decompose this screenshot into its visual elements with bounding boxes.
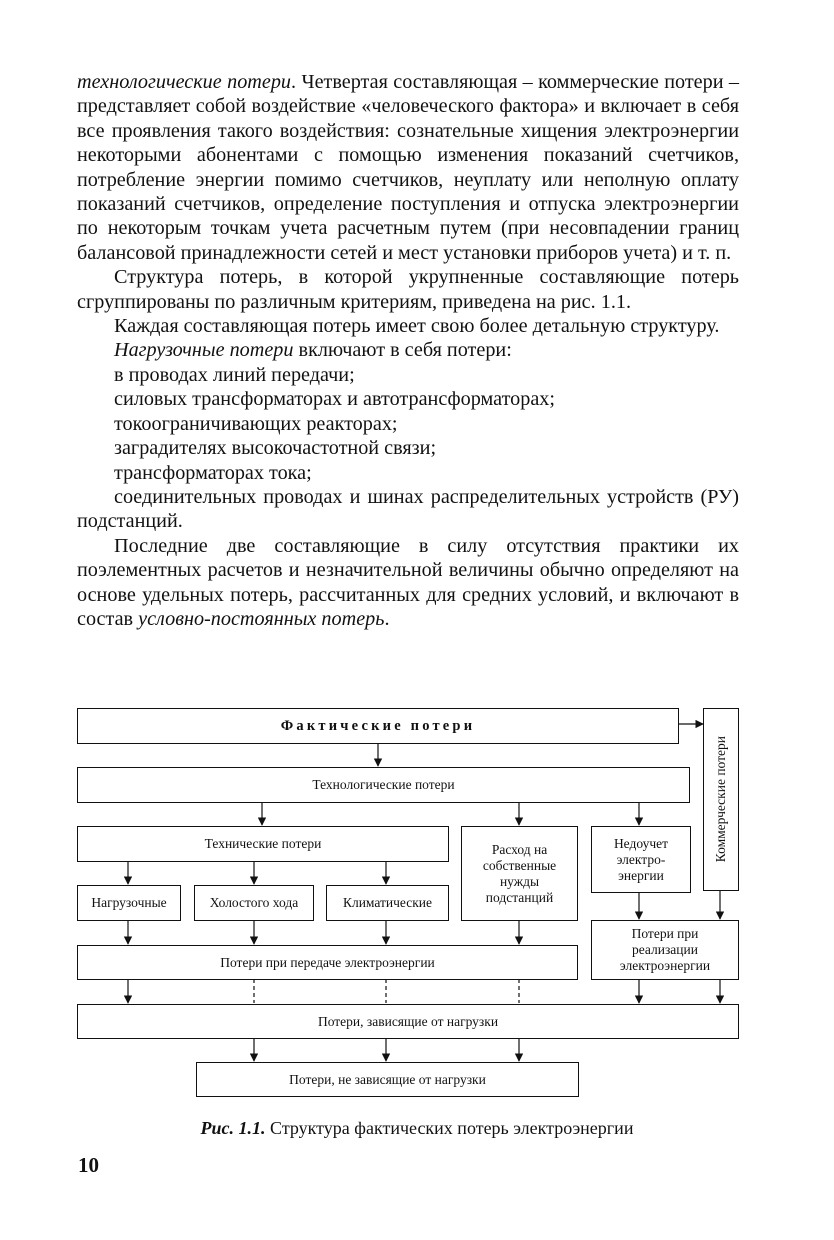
caption-label: Рис. 1.1. bbox=[200, 1118, 266, 1138]
list-item: в проводах линий передачи; bbox=[114, 363, 355, 386]
box-no-load: Холостого хода bbox=[194, 885, 314, 921]
paragraph-6: Последние две составляющие в силу отсутствия практики их поэлементных расчетов и незначительной величины обычно определяют на основе удельных потерь, рассчитанных для средних условий, и включают в состав условно-постоянных потерь. bbox=[77, 534, 739, 630]
box-own-needs: Расход на собственные нужды подстанций bbox=[461, 826, 578, 921]
box-actual-losses: Фактические потери bbox=[77, 708, 679, 744]
list-item: силовых трансформаторах и автотрансформаторах; bbox=[114, 388, 555, 411]
term-conditionally-constant: условно-постоянных потерь bbox=[138, 607, 385, 630]
box-climatic: Климатические bbox=[326, 885, 449, 921]
list-item: трансформаторах тока; bbox=[114, 461, 312, 484]
box-technical-losses: Технические потери bbox=[77, 826, 449, 862]
paragraph-1: технологические потери. Четвертая составляющая – коммерческие потери – представляет собой воздействие «человеческого фактора» и включает в себя все проявления такого воздействия: сознательные хищения электроэнергии некоторыми абонентами с помощью изменения показаний счетчиков, потребление энергии помимо счетчиков, неуплату или неполную оплату показаний счетчиков, определение поступления и отпуска электроэнергии по некоторым точкам учета расчетным путем (при несовпадении границ балансовой принадлежности сетей и мест установки приборов учета) и т. п. bbox=[77, 71, 739, 264]
box-load-independent: Потери, не зависящие от нагрузки bbox=[196, 1062, 579, 1097]
page-number: 10 bbox=[78, 1153, 99, 1177]
box-commercial-losses bbox=[703, 708, 739, 891]
box-load-dependent: Потери, зависящие от нагрузки bbox=[77, 1004, 739, 1039]
figure-caption bbox=[0, 1118, 834, 1139]
paragraph-5: соединительных проводах и шинах распределительных устройств (РУ) подстанций. bbox=[77, 485, 739, 533]
paragraph-3: Каждая составляющая потерь имеет свою более детальную структуру. bbox=[114, 315, 720, 338]
term-load-losses: Нагрузочные потери bbox=[114, 339, 294, 362]
box-technological-losses: Технологические потери bbox=[77, 767, 690, 803]
caption-text: Структура фактических потерь электроэнергии bbox=[270, 1118, 634, 1138]
box-load: Нагрузочные bbox=[77, 885, 181, 921]
box-transmission-losses: Потери при передаче электроэнергии bbox=[77, 945, 578, 980]
term-technological-losses: технологические потери bbox=[77, 71, 292, 93]
box-realization-losses: Потери при реализации электроэнергии bbox=[591, 920, 739, 980]
list-item: токоограничивающих реакторах; bbox=[114, 412, 398, 435]
paragraph-2: Структура потерь, в которой укрупненные составляющие потерь сгруппированы по различным критериям, приведена на рис. 1.1. bbox=[77, 266, 739, 313]
box-undermetering: Недоучет электро-энергии bbox=[591, 826, 691, 893]
paragraph-4: Нагрузочные потери включают в себя потери: bbox=[114, 339, 512, 362]
list-item: заградителях высокочастотной связи; bbox=[114, 437, 437, 460]
label-commercial-losses: Коммерческие потери bbox=[713, 736, 728, 863]
